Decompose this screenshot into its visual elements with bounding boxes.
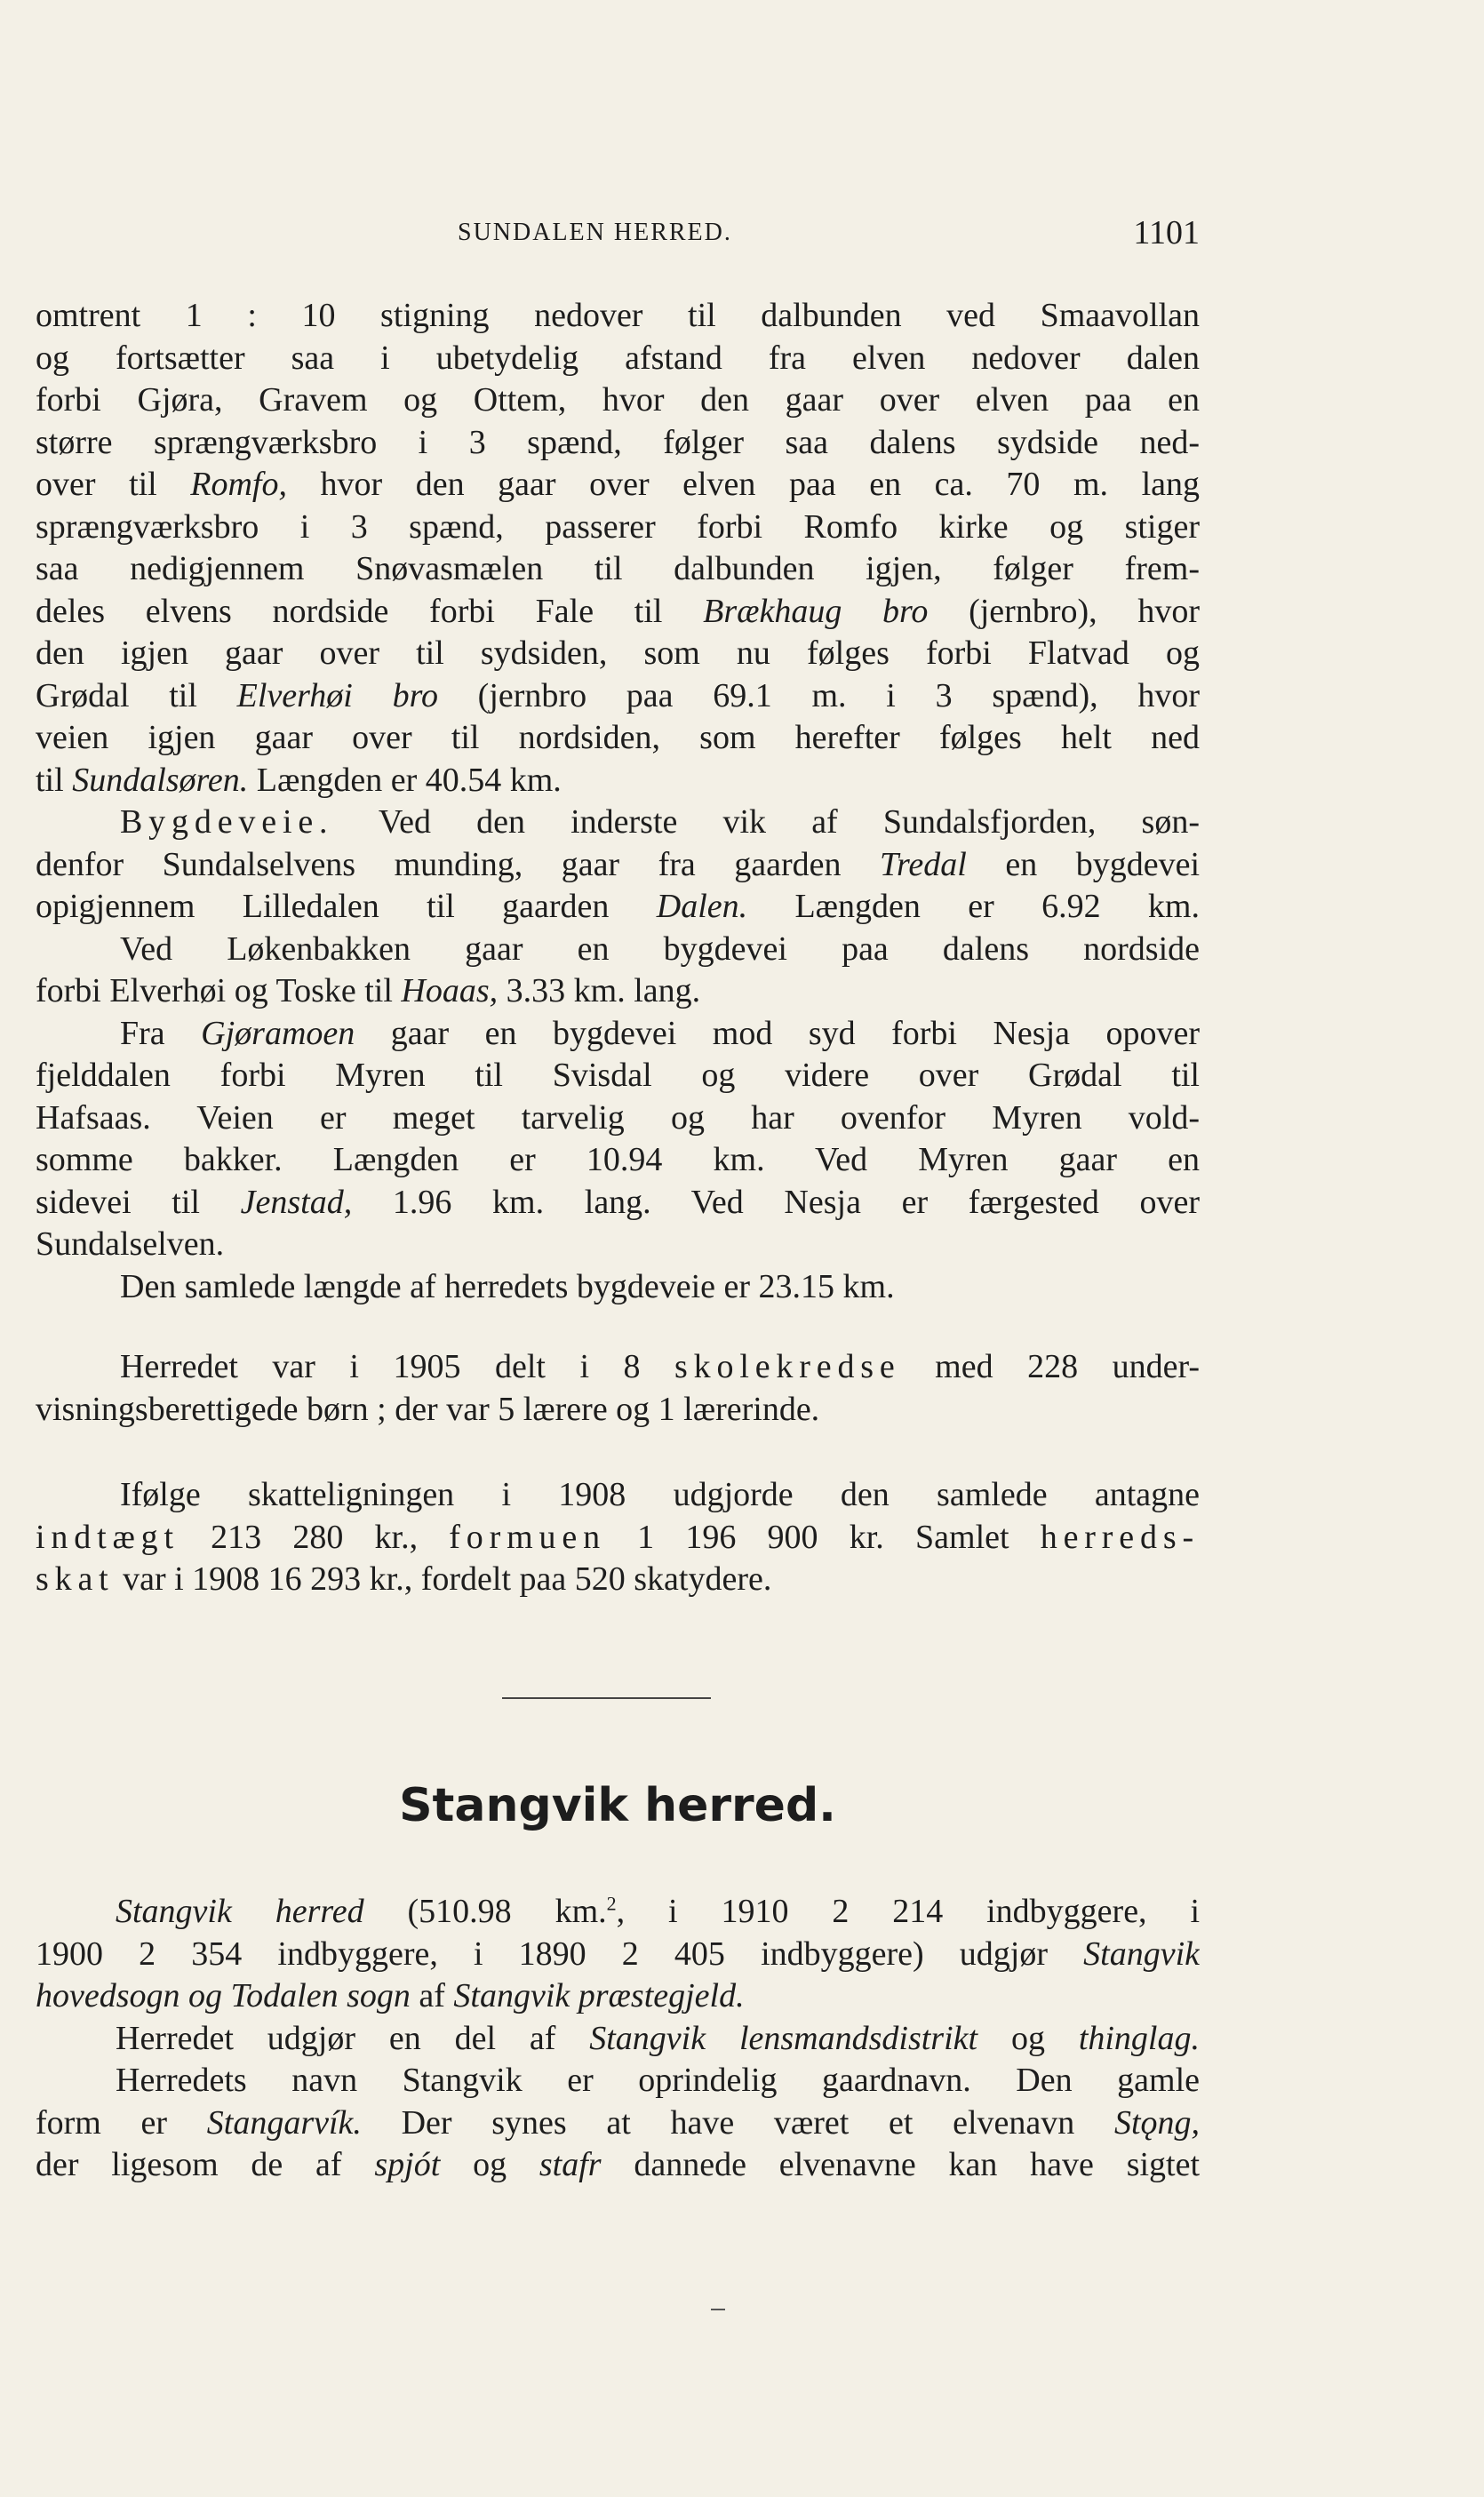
text-line: større sprængværksbro i 3 spænd, følger saa dalens sydside ned- [36,423,1200,461]
place-name: Stangvik herred [116,1893,364,1930]
road-description-paragraph [36,295,1200,802]
tax-paragraph [36,1474,1200,1601]
text-line: Ifølge skatteligningen i 1908 udgjorde den samlede antagne [120,1476,1200,1513]
text-line: der ligesom de af spjót og stafr dannede elvenavne kan have sigtet [36,2146,1200,2183]
text-line: sidevei til Jenstad, 1.96 km. lang. Ved Nesja er færgested over [36,1183,1200,1221]
text-line: Herredet var i 1905 delt i 8 skolekredse med 228 under- [120,1348,1200,1385]
text-line: Ved Løkenbakken gaar en bygdevei paa dalens nordside [120,929,1200,968]
text-line: Hafsaas. Veien er meget tarvelig og har ovenfor Myren vold- [36,1098,1200,1137]
stangvik-intro-paragraph [36,1891,1200,2187]
page-number: 1101 [1133,214,1200,251]
school-paragraph [36,1346,1200,1431]
spaced-term: indtægt [36,1518,180,1556]
section-divider [502,1697,711,1699]
text-line: denfor Sundalselvens munding, gaar fra gaarden Tredal en bygdevei [36,845,1200,883]
place-name: Dalen. [656,888,748,925]
text-line: veien igjen gaar over til nordsiden, som herefter følges helt ned [36,719,1200,756]
text-line: Sundalselven. [36,1225,225,1263]
text-line: deles elvens nordside forbi Fale til Brækhaug bro (jernbro), hvor [36,592,1200,630]
place-name: Gjøramoen [201,1014,355,1052]
text-line: somme bakker. Længden er 10.94 km. Ved Myren gaar en [36,1141,1200,1178]
page-header [36,213,1200,267]
text-line: sprængværksbro i 3 spænd, passerer forbi Romfo kirke og stiger [36,507,1200,546]
text-line: omtrent 1 : 10 stigning nedover til dalbunden ved Smaavollan [36,297,1200,334]
text-line: forbi Gjøra, Gravem og Ottem, hvor den gaar over elven paa en [36,381,1200,419]
place-name: Hoaas, [401,972,499,1009]
text-line: Stangvik herred (510.98 km.$^2$, i 1910 2 214 indbyggere, i [116,1892,1200,1930]
place-name: Sundalsøren. [72,761,249,799]
running-head: SUNDALEN HERRED. [458,219,732,246]
text-line: Den samlede længde af herredets bygdeveie er 23.15 km. [120,1267,895,1305]
place-name: Elverhøi bro [236,676,438,714]
spaced-term: formuen [449,1518,606,1556]
text-line: hovedsogn og Todalen sogn af Stangvik præstegjeld. [36,1977,745,2014]
bygdeveie-paragraph [36,802,1200,1308]
spaced-term: skolekredse [674,1348,901,1385]
place-name: Romfo, [190,466,287,503]
text-line: Herredets navn Stangvik er oprindelig gaardnavn. Den gamle [116,2062,1200,2099]
place-name: Jenstad, [240,1183,353,1221]
text-line: visningsberettigede børn ; der var 5 lærere og 1 lærerinde. [36,1390,820,1428]
place-name: Stǫng, [1113,2103,1200,2142]
section-title: Stangvik herred. [399,1779,836,1832]
text-line: den igjen gaar over til sydsiden, som nu følges forbi Flatvad og [36,634,1200,672]
place-name: Stangarvík. [206,2103,362,2142]
place-name: thinglag. [1078,2019,1200,2057]
text-line: Bygdeveie. Ved den inderste vik af Sundalsfjorden, søn- [120,803,1200,841]
text-line: form er Stangarvík. Der synes at have været et elvenavn Stǫng, [36,2103,1200,2142]
text-line: Fra Gjøramoen gaar en bygdevei mod syd forbi Nesja opover [120,1014,1200,1052]
text-line: Herredet udgjør en del af Stangvik lensmandsdistrikt og thinglag. [116,2019,1200,2057]
text-line: indtægt 213 280 kr., formuen 1 196 900 kr. Samlet herreds- [36,1518,1200,1556]
text-line: skat var i 1908 16 293 kr., fordelt paa 520 skatydere. [36,1560,772,1598]
print-mark [711,2309,725,2310]
spaced-term: herreds- [1040,1518,1200,1556]
place-name: Stangvik præstegjeld. [453,1977,745,2014]
text-line: Grødal til Elverhøi bro (jernbro paa 69.1 m. i 3 spænd), hvor [36,676,1200,714]
text-line: og fortsætter saa i ubetydelig afstand fra elven nedover dalen [36,339,1200,377]
place-name: stafr [539,2146,602,2183]
text-line: 1900 2 354 indbyggere, i 1890 2 405 indbyggere) udgjør Stangvik [36,1935,1200,1973]
place-name: hovedsogn og Todalen sogn [36,1977,411,2014]
text-line: opigjennem Lilledalen til gaarden Dalen. Længden er 6.92 km. [36,888,1200,925]
text-line: forbi Elverhøi og Toske til Hoaas, 3.33 km. lang. [36,972,701,1009]
place-name: Brækhaug bro [703,592,929,630]
spaced-term: skat [36,1560,115,1598]
place-name: Stangvik lensmandsdistrikt [589,2019,978,2057]
text-line: over til Romfo, hvor den gaar over elven paa en ca. 70 m. lang [36,466,1200,503]
text-line: til Sundalsøren. Længden er 40.54 km. [36,761,562,799]
text-line: saa nedigjennem Snøvasmælen til dalbunden igjen, følger frem- [36,550,1200,587]
place-name: Stangvik [1083,1935,1200,1973]
spaced-term: Bygdeveie. [120,803,334,841]
text-line: fjelddalen forbi Myren til Svisdal og videre over Grødal til [36,1057,1200,1094]
place-name: Tredal [880,845,967,883]
place-name: spjót [374,2146,441,2183]
